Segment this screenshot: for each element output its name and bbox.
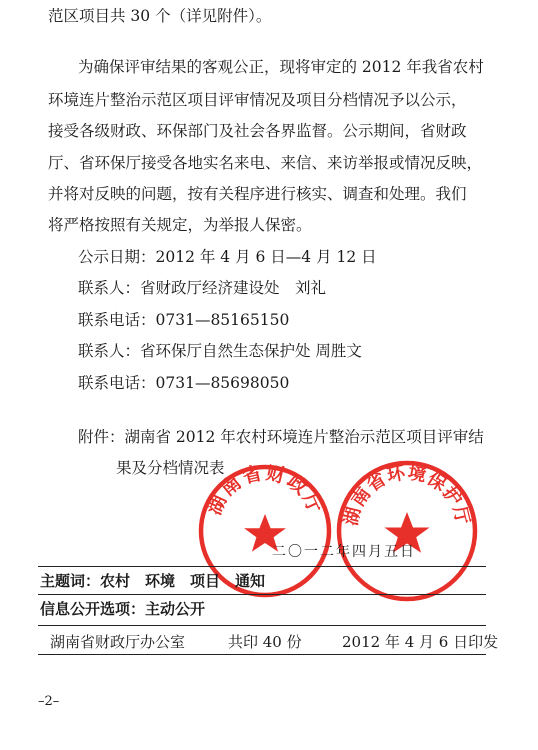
- contact-phone: 联系电话：0731—85165150: [78, 311, 290, 329]
- svg-text:湖南省环境保护厅: 湖南省环境保护厅: [340, 462, 474, 528]
- notice-date: 公示日期：2012 年 4 月 6 日—4 月 12 日: [78, 248, 377, 266]
- body-line: 环境连片整治示范区项目评审情况及项目分档情况予以公示，: [48, 91, 467, 109]
- divider: [38, 625, 486, 626]
- issuing-office: 湖南省财政厅办公室: [50, 633, 186, 651]
- copy-count: 共印 40 份: [228, 633, 302, 651]
- divider: [38, 654, 486, 655]
- body-line: 为确保评审结果的客观公正，现将审定的 2012 年我省农村: [78, 58, 484, 76]
- contact-person: 联系人：省环保厅自然生态保护处 周胜文: [78, 342, 362, 360]
- keywords: 主题词：农村 环境 项目 通知: [40, 572, 266, 590]
- divider: [38, 566, 486, 567]
- body-line: 接受各级财政、环保部门及社会各界监督。公示期间，省财政: [48, 122, 467, 140]
- attachment-line: 果及分档情况表: [116, 459, 225, 477]
- body-line: 将严格按照有关规定，为举报人保密。: [48, 216, 312, 234]
- body-line: 范区项目共 30 个（详见附件）。: [48, 7, 272, 25]
- body-line: 并将对反映的问题，按有关程序进行核实、调查和处理。我们: [48, 185, 467, 203]
- body-line: 厅、省环保厅接受各地实名来电、来信、来访举报或情况反映，: [48, 154, 483, 172]
- issue-date: 二〇一二年四月五日: [272, 544, 416, 560]
- print-date: 2012 年 4 月 6 日印发: [342, 633, 499, 651]
- contact-phone: 联系电话：0731—85698050: [78, 374, 290, 392]
- contact-person: 联系人：省财政厅经济建设处 刘礼: [78, 279, 327, 297]
- environment-dept-seal: [334, 458, 480, 604]
- divider: [38, 594, 486, 595]
- attachment-line: 附件：湖南省 2012 年农村环境连片整治示范区项目评审结: [78, 428, 484, 446]
- page-number: –2–: [38, 694, 60, 709]
- svg-text:湖南省财政厅: 湖南省财政厅: [203, 462, 327, 519]
- disclosure-option: 信息公开选项：主动公开: [40, 600, 206, 618]
